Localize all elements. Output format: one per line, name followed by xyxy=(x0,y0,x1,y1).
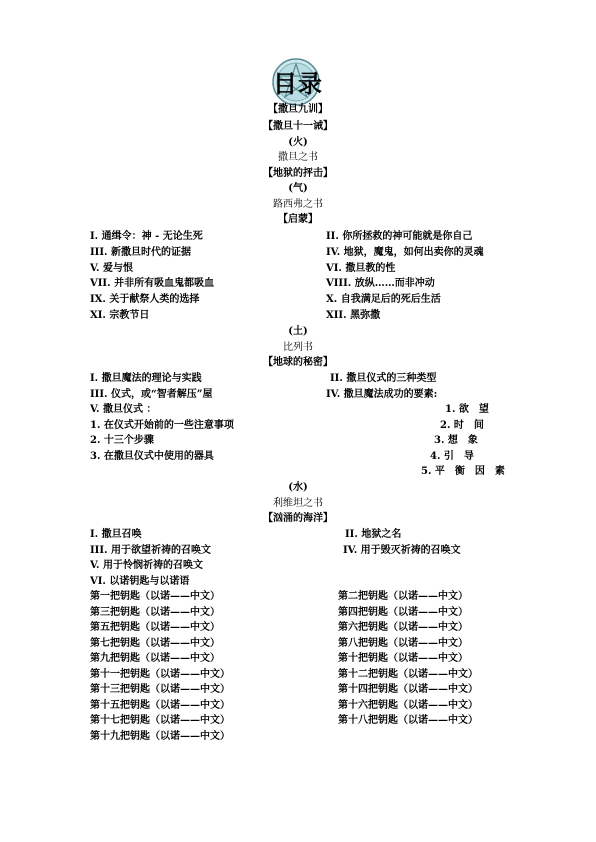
list-item: 1. 在仪式开始前的一些注意事项 xyxy=(90,420,234,431)
list-item: 1. 欲 望 xyxy=(445,404,489,415)
key-item: 第十五把钥匙（以诺——中文） xyxy=(90,700,230,711)
section-subtitle: 【地狱的抨击】 xyxy=(263,168,333,179)
section-element: (火) xyxy=(288,137,308,148)
key-item: 第十把钥匙（以诺——中文） xyxy=(338,653,468,664)
list-item: IV. 地狱，魔鬼，如何出卖你的灵魂 xyxy=(326,247,484,258)
key-item: 第五把钥匙（以诺——中文） xyxy=(90,622,220,633)
list-item: III. 仪式，或“智者解压”屋 xyxy=(90,389,213,400)
list-item: III. 新撒旦时代的证据 xyxy=(90,247,191,258)
list-item: V. 爱与恨 xyxy=(90,263,133,274)
section-book: 路西弗之书 xyxy=(273,199,323,210)
section-subtitle: 【汹涌的海洋】 xyxy=(263,513,333,524)
list-item: V. 撒旦仪式 ： xyxy=(90,404,157,415)
list-item: 3. 想 象 xyxy=(434,435,478,446)
intro-line-1: 【撒旦九训】 xyxy=(268,104,328,115)
key-item: 第十九把钥匙（以诺——中文） xyxy=(90,731,230,742)
list-item: II. 地狱之名 xyxy=(345,529,402,540)
key-item: 第十一把钥匙（以诺——中文） xyxy=(90,669,230,680)
section-subtitle: 【地球的秘密】 xyxy=(263,357,333,368)
list-item: 2. 十三个步骤 xyxy=(90,435,154,446)
section-element: (水) xyxy=(288,482,308,493)
key-item: 第十八把钥匙（以诺——中文） xyxy=(338,715,478,726)
key-item: 第九把钥匙（以诺——中文） xyxy=(90,653,220,664)
key-item: 第二把钥匙（以诺——中文） xyxy=(338,591,468,602)
key-item: 第十六把钥匙（以诺——中文） xyxy=(338,700,478,711)
list-item: VIII. 放纵……而非冲动 xyxy=(326,278,435,289)
list-item: II. 撒旦仪式的三种类型 xyxy=(330,373,437,384)
section-book: 撒旦之书 xyxy=(278,152,318,163)
list-item: 3. 在撒旦仪式中使用的器具 xyxy=(90,451,214,462)
key-item: 第十三把钥匙（以诺——中文） xyxy=(90,684,230,695)
list-item: 2. 时 间 xyxy=(440,420,484,431)
key-item: 第三把钥匙（以诺——中文） xyxy=(90,607,220,618)
list-item: III. 用于欲望祈祷的召唤文 xyxy=(90,545,211,556)
key-item: 第七把钥匙（以诺——中文） xyxy=(90,638,220,649)
list-item: XI. 宗教节日 xyxy=(90,310,150,321)
list-item: I. 撒旦魔法的理论与实践 xyxy=(90,373,202,384)
section-book: 利维坦之书 xyxy=(273,498,323,509)
list-item: II. 你所拯救的神可能就是你自己 xyxy=(326,231,473,242)
list-item: V. 用于怜悯祈祷的召唤文 xyxy=(90,560,203,571)
list-item: I. 通缉令：神 - 无论生死 xyxy=(90,231,203,242)
key-item: 第八把钥匙（以诺——中文） xyxy=(338,638,468,649)
list-item: IX. 关于献祭人类的选择 xyxy=(90,294,200,305)
page-title: 目录 xyxy=(273,70,323,98)
section-subtitle: 【启蒙】 xyxy=(278,214,318,225)
key-item: 第四把钥匙（以诺——中文） xyxy=(338,607,468,618)
list-item: VI. 以诺钥匙与以诺语 xyxy=(90,576,190,587)
list-item: IV. 用于毁灭祈祷的召唤文 xyxy=(343,545,461,556)
section-element: (土) xyxy=(288,326,308,337)
key-item: 第十四把钥匙（以诺——中文） xyxy=(338,684,478,695)
section-element: (气) xyxy=(288,183,308,194)
key-item: 第六把钥匙（以诺——中文） xyxy=(338,622,468,633)
key-item: 第十七把钥匙（以诺——中文） xyxy=(90,715,230,726)
key-item: 第一把钥匙（以诺——中文） xyxy=(90,591,220,602)
list-item: VI. 撒旦教的性 xyxy=(326,263,396,274)
section-book: 比列书 xyxy=(283,342,313,353)
list-item: XII. 黑弥撒 xyxy=(326,310,381,321)
intro-line-2: 【撒旦十一诫】 xyxy=(263,121,333,132)
key-item: 第十二把钥匙（以诺——中文） xyxy=(338,669,478,680)
list-item: 5. 平 衡 因 素 xyxy=(421,466,505,477)
list-item: 4. 引 导 xyxy=(430,451,474,462)
list-item: I. 撒旦召唤 xyxy=(90,529,142,540)
list-item: VII. 并非所有吸血鬼都吸血 xyxy=(90,278,215,289)
list-item: X. 自我满足后的死后生活 xyxy=(326,294,441,305)
list-item: IV. 撒旦魔法成功的要素: xyxy=(326,389,438,400)
